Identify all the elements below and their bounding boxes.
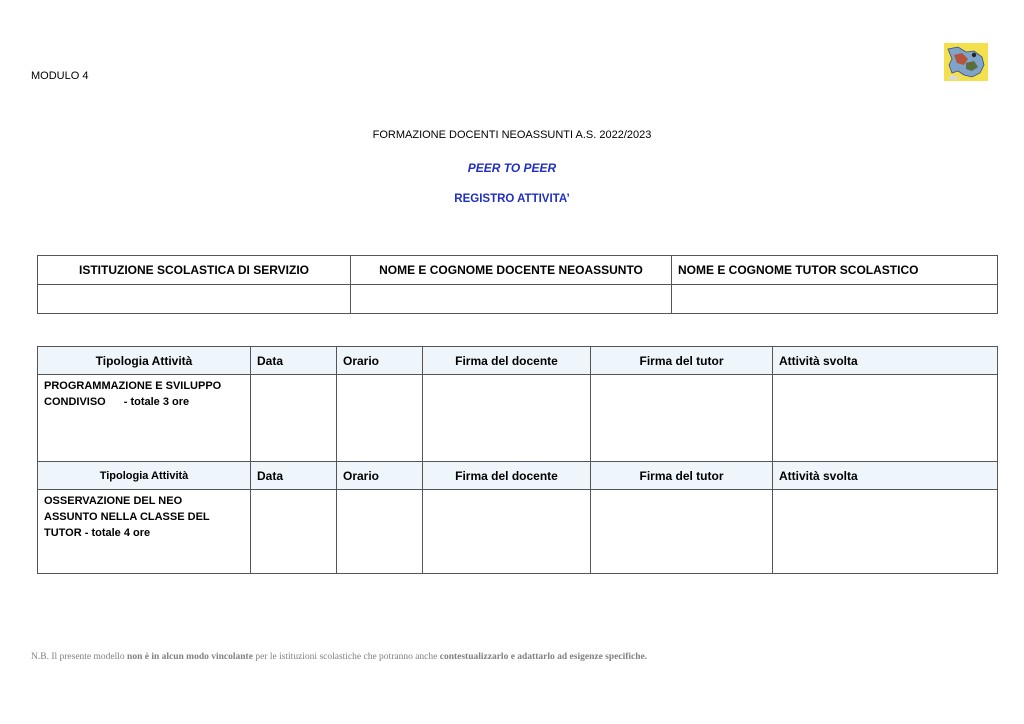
info-header-teacher: NOME E COGNOME DOCENTE NEOASSUNTO <box>351 256 672 285</box>
header-tutor-signature: Firma del tutor <box>591 347 773 375</box>
header-activity-done: Attività svolta <box>773 462 998 490</box>
register-header-row <box>38 347 998 375</box>
tutor-name-field[interactable] <box>672 285 998 314</box>
footnote-part4: contestualizzarlo e adattarlo ad esigenze specifiche. <box>439 652 648 662</box>
header-time: Orario <box>337 462 423 490</box>
header-date: Data <box>251 347 337 375</box>
teacher-name-field[interactable] <box>351 285 672 314</box>
activity2-line1: OSSERVAZIONE DEL NEO <box>44 495 183 507</box>
activity-type-programming <box>38 375 251 462</box>
header-time: Orario <box>337 347 423 375</box>
activity1-line2b: - totale 3 ore <box>123 396 190 408</box>
module-label: MODULO 4 <box>31 70 89 82</box>
document-title: FORMAZIONE DOCENTI NEOASSUNTI A.S. 2022/2023 <box>372 129 652 141</box>
header-teacher-signature: Firma del docente <box>423 347 591 375</box>
activity-type-observation <box>38 490 251 574</box>
campania-region-map-icon <box>944 43 988 81</box>
activity-done-field[interactable] <box>773 490 998 574</box>
teacher-signature-field[interactable] <box>423 375 591 462</box>
activity2-line3: TUTOR - totale 4 ore <box>44 527 151 539</box>
activity1-line1: PROGRAMMAZIONE E SVILUPPO <box>44 380 222 392</box>
footnote-part3: per le istituzioni scolastiche che potranno anche <box>252 652 440 662</box>
table-row <box>38 375 998 462</box>
register-header-row <box>38 462 998 490</box>
header-tutor-signature: Firma del tutor <box>591 462 773 490</box>
register-title: REGISTRO ATTIVITA’ <box>454 193 570 205</box>
header-date: Data <box>251 462 337 490</box>
table-row <box>38 490 998 574</box>
footnote <box>31 652 1011 662</box>
tutor-signature-field[interactable] <box>591 375 773 462</box>
footnote-part1: N.B. Il presente modello <box>31 652 128 662</box>
header-activity-type: Tipologia Attività <box>38 462 251 490</box>
tutor-signature-field[interactable] <box>591 490 773 574</box>
time-field[interactable] <box>337 375 423 462</box>
header-activity-type: Tipologia Attività <box>38 347 251 375</box>
info-header-tutor: NOME E COGNOME TUTOR SCOLASTICO <box>672 256 998 285</box>
teacher-signature-field[interactable] <box>423 490 591 574</box>
time-field[interactable] <box>337 490 423 574</box>
document-subtitle: PEER TO PEER <box>467 161 557 175</box>
activity-done-field[interactable] <box>773 375 998 462</box>
info-header-school: ISTITUZIONE SCOLASTICA DI SERVIZIO <box>38 256 351 285</box>
date-field[interactable] <box>251 490 337 574</box>
header-activity-done: Attività svolta <box>773 347 998 375</box>
activity1-line2a: CONDIVISO <box>44 396 106 408</box>
header-teacher-signature: Firma del docente <box>423 462 591 490</box>
info-table <box>37 255 998 314</box>
school-field[interactable] <box>38 285 351 314</box>
date-field[interactable] <box>251 375 337 462</box>
activity-register-table <box>37 346 998 574</box>
activity2-line2: ASSUNTO NELLA CLASSE DEL <box>44 511 210 523</box>
footnote-part2: non è in alcun modo vincolante <box>127 652 253 662</box>
